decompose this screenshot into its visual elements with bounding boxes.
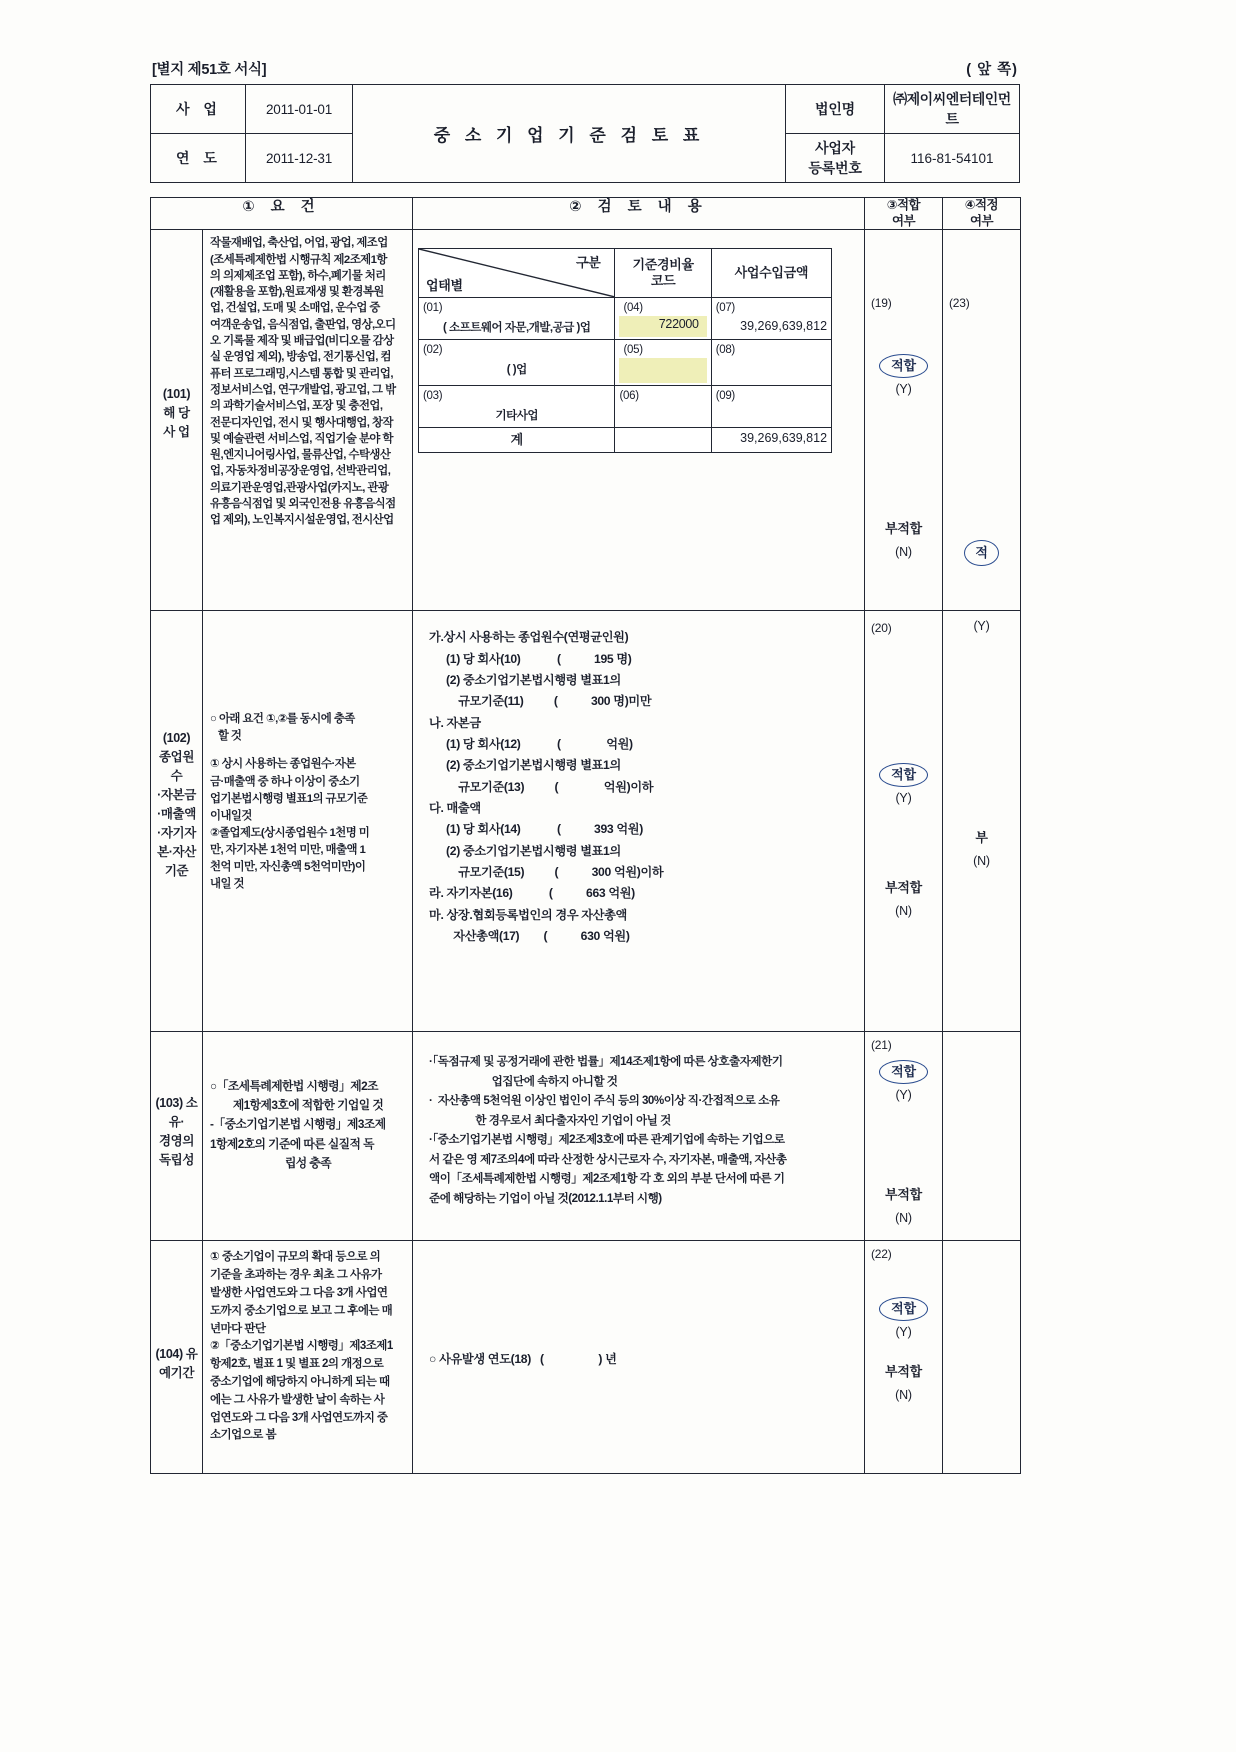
biz-row2-amount-cell — [711, 340, 831, 386]
req103-l2: 제1항제3호에 적합한 기업일 것 — [232, 1098, 384, 1113]
rev102-l4: 규모기준(11) ( 300 명)미만 — [443, 694, 652, 709]
biz-row3-amount-value — [716, 402, 827, 407]
req101-l16: 의료기관운영업,관광사업(카지노, 관광 — [210, 481, 389, 494]
req101-l14: 원,엔지니어링사업, 물류산업, 수탁생산 — [210, 449, 391, 462]
row-101-requirement-text — [203, 230, 412, 533]
gubun-label: 구분 — [575, 255, 601, 271]
period-label-1: 사 업 — [151, 85, 246, 134]
period-end: 2011-12-31 — [246, 134, 353, 183]
row-101-fit-other-yn: (N) — [895, 545, 912, 560]
req101-l1: 작물재배업, 축산업, 어업, 광업, 제조업 — [210, 237, 388, 250]
biz-row3-tag: (03) — [423, 390, 443, 403]
req101-l6: 여객운송업, 음식점업, 출판업, 영상,오디 — [210, 318, 396, 331]
row-102-number-l7: 본·자산 — [157, 845, 196, 860]
req102-l4: 금·매출액 중 하나 이상이 중소기 — [210, 775, 360, 788]
biz-row2-tag: (02) — [423, 344, 443, 357]
row-104-fit-selected-yn: (Y) — [895, 1325, 912, 1340]
req101-l17: 유흥음식점업 및 외국인전용 유흥음식점 — [210, 498, 396, 510]
req102-l5: 업기본법시행령 별표1의 규모기준 — [210, 792, 368, 805]
req102-l6: 이내일것 — [210, 809, 252, 822]
row-104-review-text — [413, 1241, 864, 1380]
row-103-fit-tag: (21) — [871, 1038, 892, 1053]
req104-l2: 기준을 초과하는 경우 최초 그 사유가 — [210, 1269, 382, 1282]
row-104-fit-cell[interactable] — [865, 1241, 943, 1474]
rev103-l6: 서 같은 영 제7조의4에 따라 산정한 상시근로자 수, 자기자본, 매출액, 자산총 — [429, 1152, 787, 1166]
biz-row2-amount-tag: (08) — [715, 344, 735, 357]
row-103-requirement — [203, 1032, 413, 1241]
rev102-l15: 자산총액(17) ( 630 억원) — [429, 929, 630, 944]
row-101-fit-other[interactable]: 부적합 — [884, 521, 923, 537]
biz-row2-name: ( )업 — [506, 364, 527, 377]
row-104-proper-cell[interactable] — [943, 1241, 1021, 1474]
row-102-requirement-text — [203, 611, 412, 898]
row-102-fit-other[interactable]: 부적합 — [884, 880, 923, 896]
row-102-review — [413, 611, 865, 1032]
business-number-label-line2: 등록번호 — [808, 160, 862, 176]
column-header-fit-line1: ③적합 — [886, 198, 921, 212]
biz-row3-code-cell — [615, 386, 711, 428]
code-column-header — [615, 249, 711, 298]
row-102-number-l8: 기준 — [164, 864, 189, 879]
row-101-proper-selected[interactable]: 적 — [964, 540, 998, 566]
corp-name-label: 법인명 — [786, 85, 885, 134]
biz-row2-code-tag: (05) — [623, 344, 643, 357]
row-102-fit-cell[interactable] — [865, 611, 943, 1032]
row-102-review-text — [413, 611, 864, 957]
req104-l7: 항제2호, 별표 1 및 별표 2의 개정으로 — [210, 1358, 384, 1371]
req102-l2: 할 것 — [210, 730, 242, 743]
business-type-table — [418, 248, 832, 453]
table-row-102 — [151, 611, 1021, 1032]
row-104-fit-other[interactable]: 부적합 — [884, 1364, 923, 1380]
biz-row1-code-cell[interactable] — [615, 298, 711, 340]
req101-l4: (재활용을 포함),원료재생 및 환경복원 — [210, 286, 384, 299]
biz-row1-name: ( 소프트웨어 자문,개발,공급 )업 — [443, 322, 591, 335]
req104-l6: ②「중소기업기본법 시행령」제3조제1 — [210, 1340, 393, 1353]
row-101-proper-cell[interactable] — [943, 230, 1021, 611]
row-102-fit-selected[interactable]: 적합 — [879, 763, 928, 787]
biz-row3-name-cell — [419, 386, 615, 428]
req101-l15: 업, 자동차정비공장운영업, 선박관리업, — [210, 465, 391, 478]
row-102-number — [151, 611, 203, 1032]
rev102-l11: (2) 중소기업기본법시행령 별표1의 — [443, 843, 621, 858]
req102-l7: ②졸업제도(상시종업원수 1천명 미 — [210, 826, 370, 839]
row-102-number-l4: ·자본금 — [157, 788, 196, 803]
row-102-proper-selected-group[interactable] — [943, 823, 1020, 868]
row-102-fit-verdict — [865, 611, 942, 1031]
form-number: [별지 제51호 서식] — [152, 62, 267, 78]
row-102-requirement — [203, 611, 413, 1032]
req104-l1: ① 중소기업이 규모의 확대 등으로 의 — [210, 1251, 381, 1264]
req101-l2: (조세특례제한법 시행규칙 제2조제1항 — [210, 253, 387, 266]
row-103-number-l4: 독립성 — [158, 1153, 195, 1168]
row-103-requirement-text — [203, 1032, 412, 1178]
row-103-number-l3: 경영의 — [158, 1134, 195, 1149]
biz-row3-amount-cell — [711, 386, 831, 428]
code-header-l1: 기준경비율 — [632, 257, 694, 272]
row-103-fit-selected-group[interactable] — [865, 1060, 942, 1102]
req102-l1: ○ 아래 요건 ①,②를 동시에 충족 — [210, 713, 355, 726]
business-number-label — [786, 134, 885, 183]
column-header-requirement: ① 요 건 — [151, 198, 413, 230]
row-101-proper-verdict — [943, 230, 1020, 610]
form-header-table — [150, 84, 1020, 183]
row-102-number-l3: 수 — [170, 769, 183, 784]
row-104-proper-verdict — [943, 1241, 1020, 1473]
row-102-fit-selected-yn: (Y) — [895, 791, 912, 806]
row-104-fit-verdict — [865, 1241, 942, 1473]
rev102-l1: 가.상시 사용하는 종업원수(연평균인원) — [429, 630, 629, 645]
row-103-number — [151, 1032, 203, 1241]
row-101-proper-selected-group[interactable] — [943, 540, 1020, 566]
rev102-l9: 다. 매출액 — [429, 801, 481, 815]
rev103-l8: 준에 해당하는 기업이 아닐 것(2012.1.1부터 시행) — [429, 1191, 662, 1205]
row-104-fit-selected-group[interactable] — [865, 1297, 942, 1339]
form-sheet — [150, 58, 1020, 1474]
row-104-number-l2: 예기간 — [158, 1366, 195, 1381]
row-104-fit-other-group[interactable] — [865, 1357, 942, 1402]
biz-row1-code-tag: (04) — [623, 302, 643, 315]
row-102-fit-other-yn: (N) — [895, 904, 912, 919]
req102-l3: ① 상시 사용하는 종업원수·자본 — [210, 758, 356, 771]
rev103-l2: 업집단에 속하지 아니할 것 — [429, 1074, 618, 1088]
row-101-fit-cell[interactable] — [865, 230, 943, 611]
upte-label: 업태별 — [426, 278, 463, 294]
row-103-fit-other[interactable]: 부적합 — [884, 1187, 923, 1203]
row-103-fit-cell[interactable] — [865, 1032, 943, 1241]
req103-l4: 1항제2호의 기준에 따른 실질적 독 — [210, 1136, 374, 1151]
req102-l8: 만, 자기자본 1천억 미만, 매출액 1 — [210, 844, 366, 857]
row-102-proper-selected[interactable]: 부 — [975, 830, 988, 846]
row-102-number-l2: 종업원 — [158, 750, 195, 765]
row-104-requirement-text — [203, 1241, 412, 1450]
business-table-row-02 — [419, 340, 832, 386]
row-102-proper-verdict — [943, 611, 1020, 1031]
row-103-proper-verdict — [943, 1032, 1020, 1240]
biz-row3-name: 기타사업 — [495, 410, 538, 423]
req104-l10: 업연도와 그 다음 3개 사업연도까지 중 — [210, 1411, 388, 1424]
rev102-l6: (1) 당 회사(12) ( 억원) — [443, 736, 633, 751]
row-101-proper-tag: (23) — [949, 296, 970, 311]
column-header-fit — [865, 198, 943, 230]
row-102-fit-other-group[interactable] — [865, 873, 942, 918]
business-number-label-line1: 사업자 — [815, 140, 855, 156]
corp-name-value: ㈜제이씨엔터테인먼트 — [885, 85, 1020, 134]
req101-l7: 오 기록물 제작 및 배급업(비디오물 감상 — [210, 335, 394, 348]
rev102-l5: 나. 자본금 — [429, 715, 481, 730]
rev102-l8: 규모기준(13) ( 억원)이하 — [443, 779, 654, 794]
req101-l12: 전문디자인업, 전시 및 행사대행업, 창작 — [210, 416, 393, 429]
amount-column-header: 사업수입금액 — [711, 249, 831, 298]
row-103-number-l1: (103) 소 — [155, 1096, 198, 1111]
biz-row1-tag: (01) — [423, 302, 443, 315]
biz-row1-amount-tag: (07) — [715, 302, 735, 315]
biz-row2-amount-value — [716, 356, 827, 361]
column-header-review: ② 검 토 내 용 — [413, 198, 865, 230]
req101-l8: 실 운영업 제외), 방송업, 전기통신업, 컴 — [210, 351, 391, 364]
row-101-fit-selected[interactable]: 적합 — [879, 354, 928, 378]
row-102-number-l1: (102) — [162, 731, 191, 746]
table-row-104 — [151, 1241, 1021, 1474]
row-104-review — [413, 1241, 865, 1474]
biz-row3-code-value — [619, 402, 706, 407]
rev102-l14: 마. 상장.협회등록법인의 경우 자산총액 — [429, 907, 627, 922]
row-101-requirement — [203, 230, 413, 611]
biz-row1-amount-cell — [711, 298, 831, 340]
row-104-requirement — [203, 1241, 413, 1474]
req101-l3: 의 의제제조업 포함), 하수,폐기물 처리 — [210, 269, 386, 282]
top-label-row — [150, 58, 1020, 79]
rev102-l10: (1) 당 회사(14) ( 393 억원) — [443, 822, 643, 837]
row-101-fit-selected-yn: (Y) — [895, 382, 912, 397]
row-101-fit-verdict — [865, 230, 942, 610]
table-row-101 — [151, 230, 1021, 611]
business-table-total-row — [419, 428, 832, 453]
req103-l3: -「중소기업기본법 시행령」제3조제 — [210, 1117, 386, 1132]
req104-l5: 년마다 판단 — [210, 1322, 266, 1335]
biz-total-amount: 39,269,639,812 — [740, 431, 828, 446]
row-102-fit-tag: (20) — [871, 621, 892, 636]
biz-row2-name-cell — [419, 340, 615, 386]
period-label-2: 연 도 — [151, 134, 246, 183]
req103-l1: ○「조세특례제한법 시행령」제2조 — [210, 1079, 378, 1094]
req104-l11: 소기업으로 봄 — [210, 1429, 276, 1442]
row-102-number-l5: ·매출액 — [157, 807, 196, 822]
business-number-value: 116-81-54101 — [885, 134, 1020, 183]
table-row-103 — [151, 1032, 1021, 1241]
req101-l5: 업, 건설업, 도매 및 소매업, 운수업 중 — [210, 302, 380, 315]
biz-row2-code-value — [619, 358, 706, 383]
row-103-review-text — [413, 1032, 864, 1218]
row-104-number-l1: (104) 유 — [155, 1347, 198, 1362]
row-102-proper-cell[interactable] — [943, 611, 1021, 1032]
row-103-review — [413, 1032, 865, 1241]
rev103-l3: · 자산총액 5천억원 이상인 법인이 주식 등의 30%이상 직·간접적으로 소유 — [429, 1094, 780, 1108]
row-103-proper-cell[interactable] — [943, 1032, 1021, 1241]
row-101-number-l3: 사 업 — [163, 424, 190, 439]
row-101-fit-other-group[interactable] — [865, 514, 942, 559]
row-103-number-l2: 유· — [168, 1115, 185, 1130]
biz-total-amount-cell — [711, 428, 831, 453]
row-102-fit-selected-group[interactable] — [865, 763, 942, 805]
business-table-header-row — [419, 249, 832, 298]
period-start: 2011-01-01 — [246, 85, 353, 134]
column-header-proper-line2: 여부 — [969, 213, 994, 228]
req104-l4: 도까지 중소기업으로 보고 그 후에는 매 — [210, 1304, 393, 1317]
rev102-l12: 규모기준(15) ( 300 억원)이하 — [443, 865, 664, 880]
biz-row1-code-value: 722000 — [619, 316, 706, 337]
rev102-l13: 라. 자기자본(16) ( 663 억원) — [429, 886, 635, 901]
biz-total-code — [615, 428, 711, 453]
column-header-proper — [943, 198, 1021, 230]
biz-total-label: 계 — [419, 428, 615, 453]
business-table-row-03 — [419, 386, 832, 428]
rev102-l2: (1) 당 회사(10) ( 195 명) — [443, 651, 632, 666]
biz-row3-amount-tag: (09) — [715, 390, 735, 403]
req104-l8: 중소기업에 해당하지 아니하게 되는 때 — [210, 1375, 390, 1388]
row-104-fit-selected[interactable]: 적합 — [879, 1297, 928, 1321]
req104-l9: 에는 그 사유가 발생한 날이 속하는 사 — [210, 1393, 385, 1406]
req102-l9: 천억 미만, 자신총액 5천억미만)이 — [210, 861, 366, 874]
row-104-number — [151, 1241, 203, 1474]
rev103-l5: ·「중소기업기본법 시행령」제2조제3호에 따른 관계기업에 속하는 기업으로 — [429, 1133, 785, 1147]
row-103-fit-other-group[interactable] — [865, 1180, 942, 1225]
rev103-l1: ·「독점규제 및 공정거래에 관한 법률」제14조제1항에 따른 상호출자제한기 — [429, 1055, 783, 1069]
biz-row1-name-cell — [419, 298, 615, 340]
rev102-l3: (2) 중소기업기본법시행령 별표1의 — [443, 672, 621, 687]
rev103-l4: 한 경우로서 최다출자자인 기업이 아닐 것 — [429, 1113, 671, 1127]
row-101-number-l2: 해 당 — [163, 406, 190, 420]
req104-l3: 발생한 사업연도와 그 다음 3개 사업연 — [210, 1286, 388, 1299]
req101-l18: 업 제외), 노인복지시설운영업, 전시산업 — [210, 514, 394, 527]
row-103-fit-other-yn: (N) — [895, 1211, 912, 1226]
business-table-row-01 — [419, 298, 832, 340]
rev103-l7: 액이「조세특례제한법 시행령」제2조제1항 각 호 외의 부분 단서에 따른 기 — [429, 1172, 785, 1186]
row-101-review — [413, 230, 865, 611]
biz-row2-code-cell[interactable] — [615, 340, 711, 386]
row-104-fit-other-yn: (N) — [895, 1388, 912, 1403]
code-header-l2: 코드 — [650, 273, 676, 289]
req101-l10: 정보서비스업, 연구개발업, 광고업, 그 밖 — [210, 383, 396, 396]
req103-l5: 립성 충족 — [284, 1155, 332, 1170]
gubun-upte-diagonal-header — [419, 249, 615, 298]
row-101-fit-selected-group[interactable] — [865, 354, 942, 396]
row-101-number — [151, 230, 203, 611]
req102-l10: 내일 것 — [210, 878, 244, 891]
page-side-label: ( 앞 쪽) — [966, 62, 1018, 78]
req101-l9: 퓨터 프로그래밍,시스템 통합 및 관리업, — [210, 367, 393, 380]
row-103-fit-selected[interactable]: 적합 — [879, 1060, 928, 1084]
row-102-number-l6: ·자기자 — [157, 826, 196, 841]
row-104-fit-tag: (22) — [871, 1247, 892, 1262]
column-header-fit-line2: 여부 — [891, 213, 916, 228]
req101-l13: 및 예술관련 서비스업, 직업기술 분야 학 — [210, 432, 393, 445]
biz-row3-code-tag: (06) — [619, 390, 639, 403]
row-102-proper-yn-bottom: (N) — [973, 854, 990, 869]
form-title: 중 소 기 업 기 준 검 토 표 — [353, 85, 786, 183]
biz-row1-amount-value: 39,269,639,812 — [740, 319, 828, 334]
row-103-fit-verdict — [865, 1032, 942, 1240]
row-101-number-l1: (101) — [162, 387, 191, 402]
column-header-proper-line1: ④적정 — [964, 198, 999, 212]
row-103-fit-selected-yn: (Y) — [895, 1088, 912, 1103]
row-101-fit-tag: (19) — [871, 296, 892, 311]
rev102-l7: (2) 중소기업기본법시행령 별표1의 — [443, 758, 621, 773]
row-102-proper-yn-top: (Y) — [973, 619, 990, 634]
criteria-review-table — [150, 197, 1021, 1474]
req101-l11: 의 과학기술서비스업, 포장 및 충전업, — [210, 400, 383, 413]
rev104-l1: ○ 사유발생 연도(18) ( ) 년 — [429, 1352, 617, 1367]
table-header-row — [151, 198, 1021, 230]
